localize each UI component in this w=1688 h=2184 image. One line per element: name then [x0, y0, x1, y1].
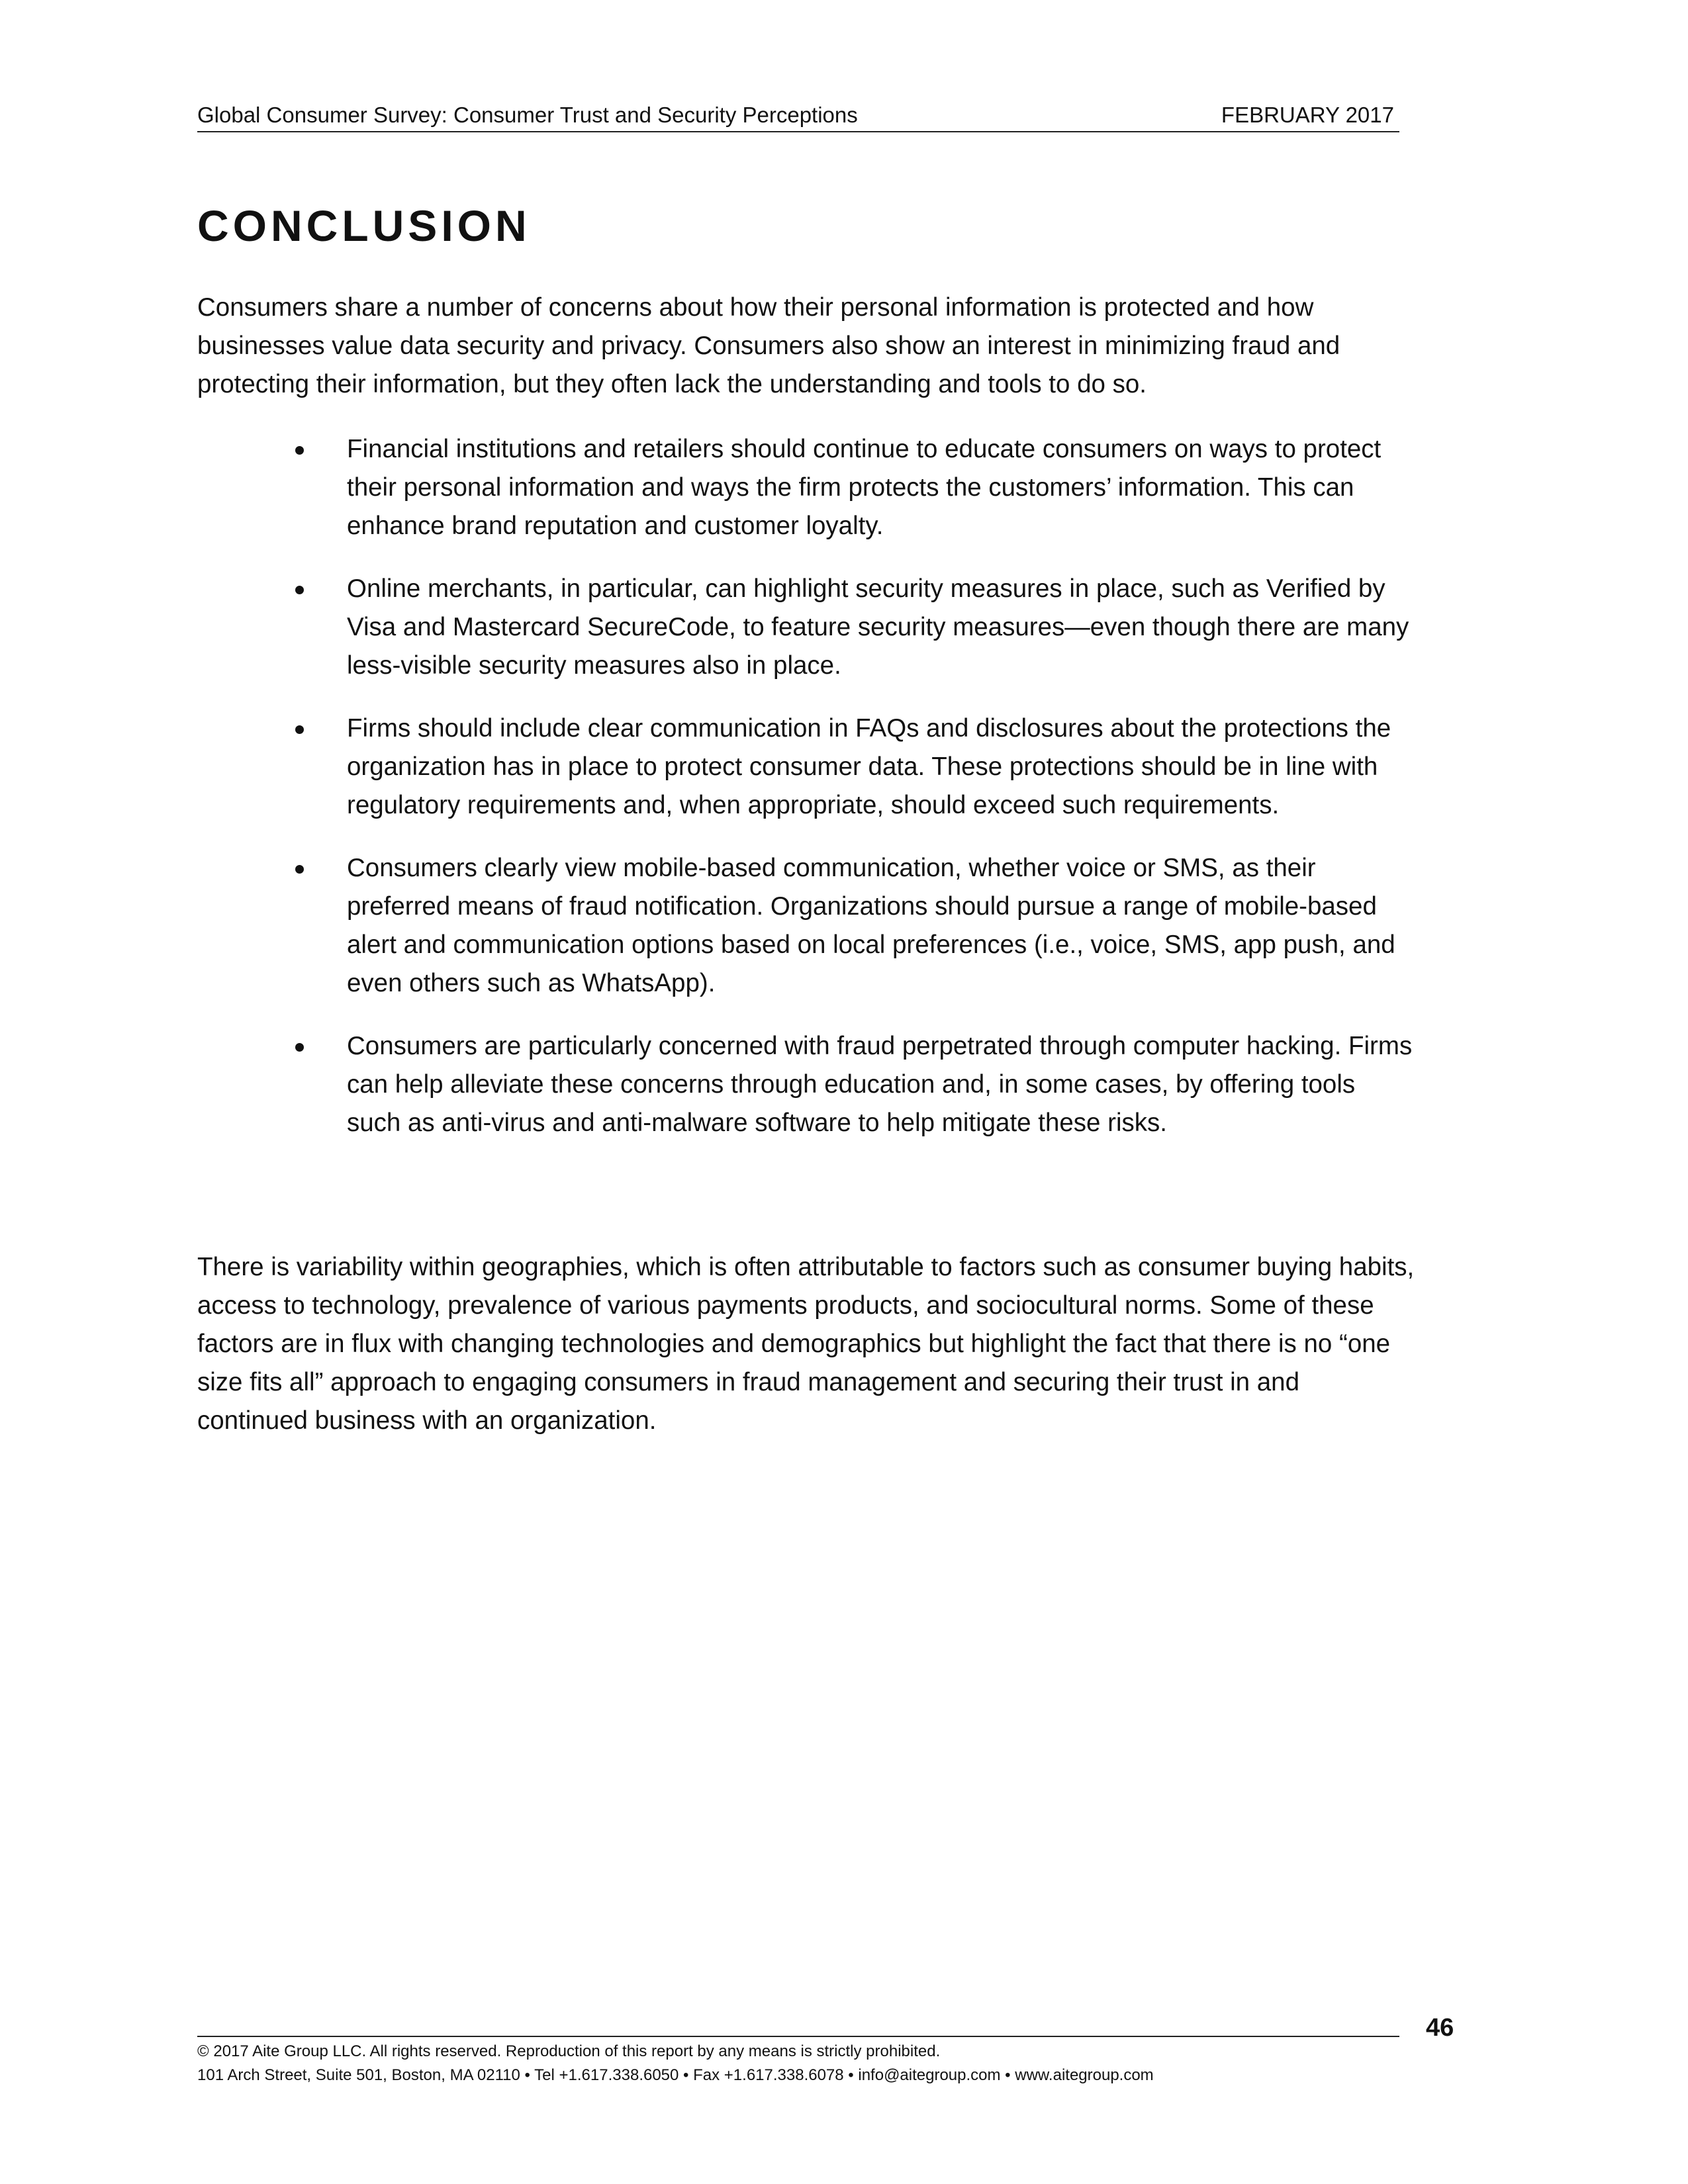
intro-paragraph: Consumers share a number of concerns about how their personal information is protected and how businesses value data security and privacy. Consumers also show an interest in minimizing fraud and protecting their information, but they often lack the understanding and tools to do so. — [197, 293, 1340, 398]
bullet-icon — [295, 865, 304, 874]
copyright-notice: © 2017 Aite Group LLC. All rights reserved. Reproduction of this report by any means is strictly prohibited. — [197, 2042, 941, 2060]
list-item — [197, 430, 1415, 545]
list-item-text: Online merchants, in particular, can highlight security measures in place, such as Verified by Visa and Mastercard SecureCode, to feature security measures—even though there are many less-visible security measures also in place. — [347, 574, 1409, 680]
contact-address: 101 Arch Street, Suite 501, Boston, MA 02110 • Tel +1.617.338.6050 • Fax +1.617.338.6078 • info@aitegroup.com • www.aitegroup.com — [197, 2066, 1154, 2084]
list-item-text: Financial institutions and retailers should continue to educate consumers on ways to protect their personal information and ways the firm protects the customers’ information. This can enhance brand reputation and customer loyalty. — [347, 435, 1382, 540]
recommendation-list — [197, 430, 1415, 1167]
bullet-icon — [295, 586, 304, 594]
report-date: FEBRUARY 2017 — [1221, 103, 1394, 127]
running-header — [197, 99, 1399, 132]
bullet-icon — [295, 725, 304, 734]
closing-paragraph: There is variability within geographies, which is often attributable to factors such as consumer buying habits, access to technology, prevalence of various payments products, and sociocultural norms. Some of these factors are in flux with changing technologies and demographics but highlight the fact that there is no “one size fits all” approach to engaging consumers in fraud management and securing their trust in and continued business with an organization. — [197, 1253, 1415, 1435]
section-heading: CONCLUSION — [197, 201, 531, 250]
report-title: Global Consumer Survey: Consumer Trust and Security Perceptions — [197, 103, 858, 127]
list-item-text: Consumers clearly view mobile-based communication, whether voice or SMS, as their preferred means of fraud notification. Organizations should pursue a range of mobile-based alert and communication options based on local preferences (i.e., voice, SMS, app push, and even others such as WhatsApp). — [347, 854, 1395, 997]
list-item — [197, 570, 1415, 685]
bullet-icon — [295, 1043, 304, 1052]
bullet-icon — [295, 446, 304, 455]
list-item — [197, 849, 1415, 1003]
list-item-text: Firms should include clear communication in FAQs and disclosures about the protections the organization has in place to protect consumer data. These protections should be in line with regulatory requirements and, when appropriate, should exceed such requirements. — [347, 714, 1391, 819]
page-number: 46 — [1426, 2014, 1454, 2042]
list-item — [197, 1027, 1415, 1142]
list-item-text: Consumers are particularly concerned with fraud perpetrated through computer hacking. Firms can help alleviate these concerns through education and, in some cases, by offering tools such as anti-virus and anti-malware software to help mitigate these risks. — [347, 1032, 1413, 1137]
footer-divider — [197, 2036, 1399, 2037]
list-item — [197, 709, 1415, 825]
